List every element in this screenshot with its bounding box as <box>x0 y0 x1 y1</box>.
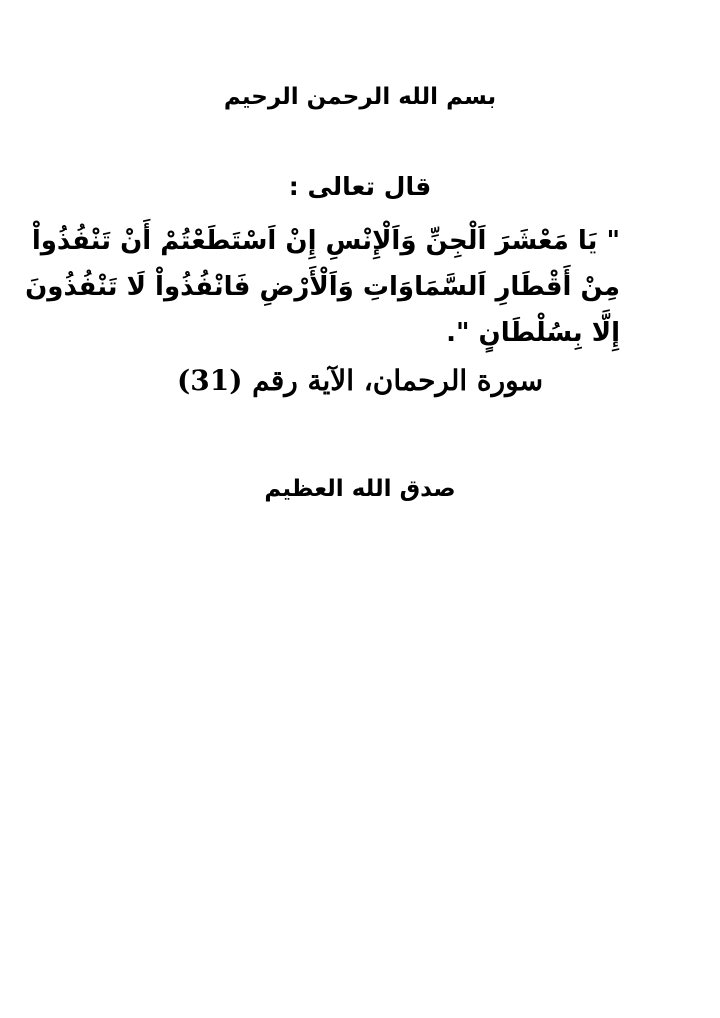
closing-phrase: صدق الله العظيم <box>264 476 456 502</box>
verse-line-1: " يَا مَعْشَرَ اَلْجِنِّ وَاَلْإِنْسِ إِنْ اَسْتَطَعْتُمْ أَنْ تَنْفُذُواْ <box>31 226 620 256</box>
quran-verse <box>25 218 620 356</box>
verse-reference: سورة الرحمان، الآية رقم (31) <box>176 364 544 397</box>
basmala-heading: بسم الله الرحمن الرحيم <box>223 84 497 110</box>
verse-line-3: إِلَّا بِسُلْطَانٍ ". <box>446 318 620 348</box>
verse-line-2: مِنْ أَقْطَارِ اَلسَّمَاوَاتِ وَاَلْأَرْضِ فَانْفُذُواْ لَا تَنْفُذُونَ <box>25 272 620 302</box>
verse-intro: قال تعالى : <box>288 172 432 201</box>
